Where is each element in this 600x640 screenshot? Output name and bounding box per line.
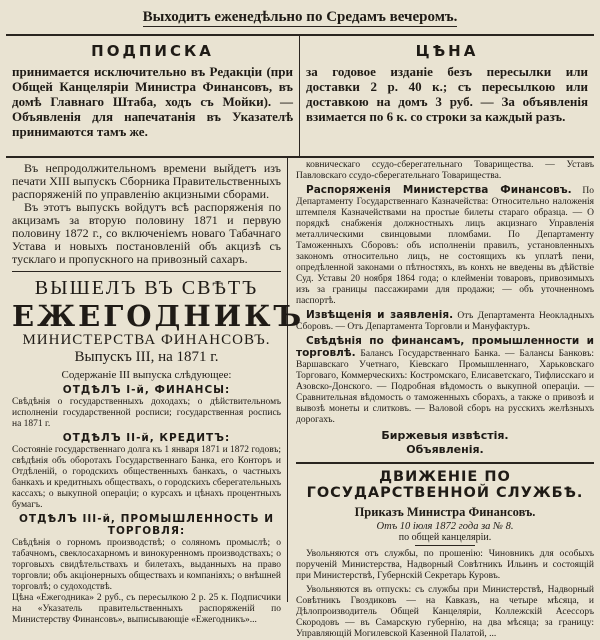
notices-heading: Извѣщенія и заявленія. [306,309,454,321]
divider [12,271,281,272]
subscription-price-panel [6,36,594,158]
ad-contents-label: Содержаніе III выпуска слѣдующее: [61,369,232,381]
price-text: за годовое изданіе безъ пересылки или доставки 2 р. 40 к.; съ пересылкою или доставкою на домъ 3 руб. — За объявленія взимается по 6 к. со строки за каждый разъ. [306,64,588,124]
short-divider [415,545,475,546]
advertisements: Объявленія. [406,443,484,456]
right-column [288,158,595,639]
exchange-news: Биржевыя извѣстія. [381,429,509,442]
intro-paragraph-2: Въ этотъ выпускъ войдутъ всѣ распоряженія по акцизамъ за вторую половину 1871 и первую половину 1872 г., со включеніемъ новаго Табачнаго Устава и новыхъ постановленій объ акцизѣ съ тусклаго и пропускного на привозный сахаръ. [12,200,281,266]
info-text: Балансъ Государственнаго Банка. — Балансы Банковъ: Варшавскаго Учетнаго, Кіевскаго Промышленнаго, Харьковскаго Торговаго, Коммерческихъ: Костромскаго, Елисаветскаго, Тифлисскаго и Азовско-Донского. — Подробная вѣдомость о выкупной операціи. — Сравнительная вѣдомость о таможенныхъ сборахъ, а также о привозѣ и вывозѣ монеты и слитковъ. — Валовой сборъ на русскихъ желѣзныхъ дорогахъ. [296,349,595,425]
ad-announcement-title: ВЫШЕЛЪ ВЪ СВѢТЪ [34,277,259,299]
notices-text: Отъ Департамента Неокладныхъ Сборовъ. — Отъ Департамента Торговли и Мануфактуръ. [296,311,594,332]
subscription-text: принимается исключительно въ Редакціи (при Общей Канцеляріи Министра Финансовъ, въ домѣ Главнаго Штаба, ходъ съ Мойки). — Объявленія для напечатанія въ Указателѣ принимаются тамъ же. [12,64,293,139]
subscription-column [6,36,300,156]
left-column [6,158,305,625]
section-2-text: Состояніе государственнаго долга къ 1 января 1871 и 1872 годовъ; свѣдѣнія объ оборотахъ Государственнаго Банка, его Конторъ и Отдѣленій, о городскихъ общественныхъ банкахъ, о частныхъ банкахъ и кредитныхъ обществахъ, о городскихъ сберегательныхъ кассахъ; о выкупной операціи; о курсахъ и цѣнахъ процентныхъ бумагъ. [12,445,281,510]
order-title: Приказъ Министра Финансовъ. [354,505,536,519]
order-unit: по общей канцеляріи. [398,532,492,543]
price-heading: ЦѢНА [415,42,479,60]
orders-block [296,185,594,307]
section-2-heading: ОТДѢЛЪ ІІ-й, КРЕДИТЪ: [62,432,231,444]
section-3-text: Свѣдѣнія о горномъ производствѣ; о соляномъ промыслѣ; о табачномъ, свеклосахарномъ и винокуренномъ производствахъ; о торговыхъ свидѣтельствахъ и билетахъ, выданныхъ на право торговли; объ акціонерныхъ обществахъ и компаніяхъ; о внѣшней торговлѣ; о судоходствѣ. [12,538,281,592]
ad-ministry: МИНИСТЕРСТВА ФИНАНСОВЪ. [22,332,271,348]
orders-heading: Распоряженія Министерства Финансовъ. [306,184,572,196]
civil-service-heading: ДВИЖЕНІЕ ПО ГОСУДАРСТВЕННОЙ СЛУЖБѢ. [296,462,594,501]
notices-block [296,310,594,333]
intro-paragraph-1: Въ непродолжительномъ времени выйдетъ изъ печати XIII выпускъ Сборника Правительственныхъ распоряженій по управленію акцизными сборами. [12,161,281,201]
ad-yearbook-title: ЕЖЕГОДНИКЪ [12,299,305,333]
charters-text: ковническаго ссудо-сберегательнаго Товарищества. — Уставъ Павловскаго ссудо-сберегательнаго Товарищества. [296,160,594,181]
section-3-heading: ОТДѢЛЪ ІІІ-й, ПРОМЫШЛЕННОСТЬ И ТОРГОВЛЯ: [18,513,274,537]
leave-text: Увольняются въ отпускъ: съ службы при Министерствѣ, Надворный Совѣтникъ Гвоздиковъ — на Кавказъ, на четыре мѣсяца, и Дѣлопроизводитель Общей Канцеляріи, Коллежскій Асессоръ Скородовъ — въ Самарскую губернію, на два мѣсяца; за границу: Управляющій Могилевской Казенной Палатой, ... [296,585,594,639]
subscription-heading: ПОДПИСКА [91,42,214,60]
dismissals-text: Увольняются отъ службы, по прошенію: Чиновникъ для особыхъ порученій Министерства, Надворный Совѣтникъ Ильинъ и состоящій при Министерствѣ, Губернскій Секретарь Куровъ. [296,549,594,581]
price-column [300,36,594,156]
masthead-title: Выходитъ еженедѣльно по Средамъ вечеромъ. [142,9,458,25]
section-1-text: Свѣдѣнія о государственныхъ доходахъ; о дѣйствительномъ исполненіи государственной росписи; государственная роспись на 1871 г. [12,397,281,429]
body-columns [6,158,595,639]
info-block [296,336,594,426]
section-1-heading: ОТДѢЛЪ І-й, ФИНАНСЫ: [62,384,231,396]
order-date: Отъ 10 іюля 1872 года за № 8. [376,521,514,532]
ad-issue: Выпускъ III, на 1871 г. [74,349,219,365]
masthead [6,0,594,36]
yearbook-price: Цѣна «Ежегодника» 2 руб., съ пересылкою 2 р. 25 к. Подписчики на «Указатель правительственныхъ распоряженій по Министерству Финансовъ», выписывающіе «Ежегодникъ»... [12,593,281,625]
orders-text: По Департаменту Государственнаго Казначейства: Относительно наложенія штемпеля Казначействами на простые билеты стараго образца. — О порядкѣ снабженія должностныхъ лицъ акцизнаго Управленія металлическими свинцовыми пломбами. По Департаменту Таможенныхъ Сборовъ: объ исполненіи правилъ, установленныхъ закономъ относительно лицъ, не состоящихъ къ уплатѣ пени, опредѣленной законами о пѣтностяхъ, въ конхъ не введены въ дѣйствіе Суд. Уставы 20 ноября 1864 года; о клейменіи товаровъ, привозимыхъ изъ за границы пассажирами для продажи; — объ уточненномъ паспортѣ. [296,186,594,306]
info-heading: Свѣдѣнія по финансамъ, промышленности и торговлѣ. [296,335,594,359]
